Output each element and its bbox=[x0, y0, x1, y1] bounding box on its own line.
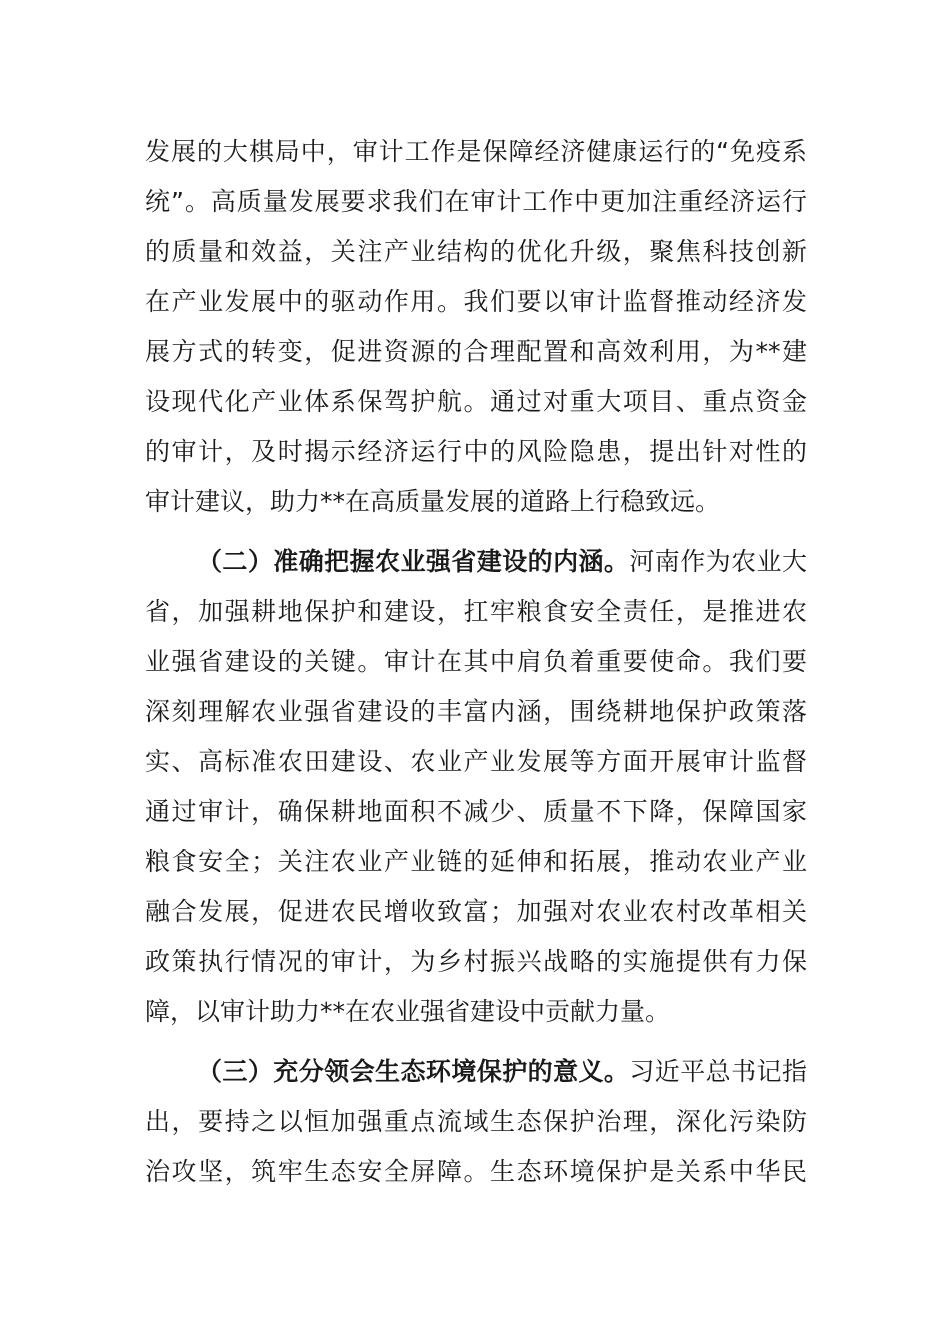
paragraph-line: 统”。高质量发展要求我们在审计工作中更加注重经济运行 bbox=[145, 187, 807, 216]
paragraph-line: 出，要持之以恒加强重点流域生态保护治理，深化污染防 bbox=[145, 1107, 807, 1136]
paragraph-line: 粮食安全；关注农业产业链的延伸和拓展，推动农业产业 bbox=[145, 847, 807, 876]
section-2-heading: （二）准确把握农业强省建设的内涵。 bbox=[197, 547, 630, 576]
paragraph-line: 在产业发展中的驱动作用。我们要以审计监督推动经济发 bbox=[145, 287, 807, 316]
section-3-first-line bbox=[197, 1047, 807, 1097]
paragraph-line: 审计建议，助力**在高质量发展的道路上行稳致远。 bbox=[145, 487, 721, 516]
paragraph-line: 业强省建设的关键。审计在其中肩负着重要使命。我们要 bbox=[145, 647, 807, 676]
paragraph-line: 政策执行情况的审计，为乡村振兴战略的实施提供有力保 bbox=[145, 947, 807, 976]
paragraph-line: 治攻坚，筑牢生态安全屏障。生态环境保护是关系中华民 bbox=[145, 1157, 807, 1186]
section-3-heading: （三）充分领会生态环境保护的意义。 bbox=[197, 1057, 630, 1086]
paragraph-line: 设现代化产业体系保驾护航。通过对重大项目、重点资金 bbox=[145, 387, 807, 416]
paragraph-line: 实、高标准农田建设、农业产业发展等方面开展审计监督 bbox=[145, 747, 807, 776]
paragraph-line: 融合发展，促进农民增收致富；加强对农业农村改革相关 bbox=[145, 897, 807, 926]
paragraph-line: 展方式的转变，促进资源的合理配置和高效利用，为**建 bbox=[145, 337, 807, 366]
paragraph-line: 发展的大棋局中，审计工作是保障经济健康运行的“免疫系 bbox=[145, 137, 807, 166]
section-2-first-line bbox=[197, 537, 807, 587]
paragraph-line: 通过审计，确保耕地面积不减少、质量不下降，保障国家 bbox=[145, 797, 807, 826]
paragraph-line: 省，加强耕地保护和建设，扛牢粮食安全责任，是推进农 bbox=[145, 597, 807, 626]
section-2-first-text: 河南作为农业大 bbox=[629, 547, 807, 576]
paragraph-line: 障，以审计助力**在农业强省建设中贡献力量。 bbox=[145, 997, 671, 1026]
paragraph-line: 的审计，及时揭示经济运行中的风险隐患，提出针对性的 bbox=[145, 437, 807, 466]
paragraph-line: 的质量和效益，关注产业结构的优化升级，聚焦科技创新 bbox=[145, 237, 807, 266]
paragraph-line: 深刻理解农业强省建设的丰富内涵，围绕耕地保护政策落 bbox=[145, 697, 807, 726]
section-3-first-text: 习近平总书记指 bbox=[629, 1057, 807, 1086]
